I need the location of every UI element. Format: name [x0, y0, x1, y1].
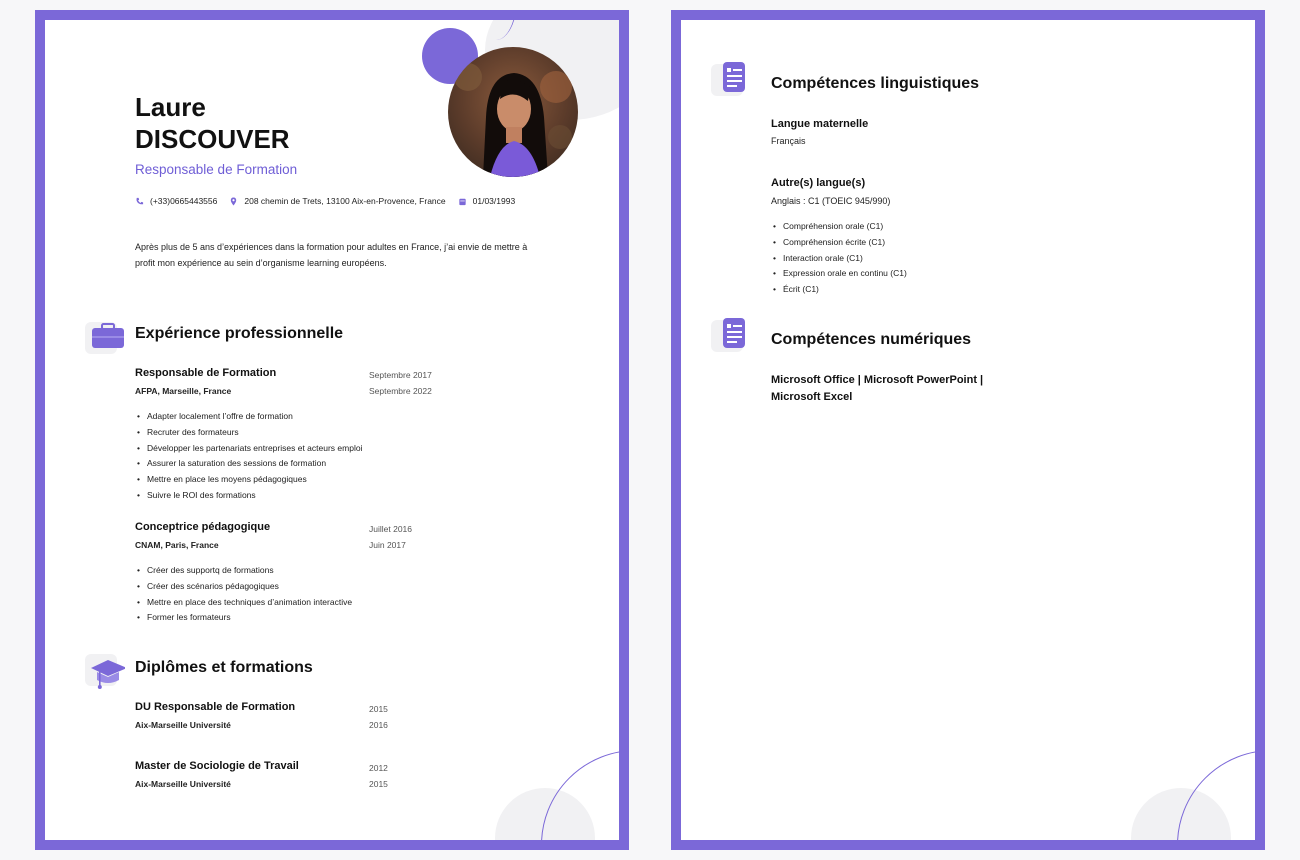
- job-start-date: Juillet 2016: [369, 524, 413, 534]
- candidate-name: [135, 91, 290, 155]
- list-item: • Écrit (C1): [773, 282, 907, 298]
- language-skills-list: [773, 219, 907, 298]
- degree-end-year: 2016: [369, 720, 388, 730]
- address-text: 208 chemin de Trets, 13100 Aix-en-Provence, France: [244, 196, 446, 206]
- job-organization: CNAM, Paris, France: [135, 540, 219, 550]
- profile-summary: Après plus de 5 ans d’expériences dans la formation pour adultes en France, j’ai envie de mettre à profit mon expérience au sein d’organisme learning européens.: [135, 242, 528, 268]
- degree-title: DU Responsable de Formation: [135, 701, 296, 713]
- degree-school: Aix-Marseille Université: [135, 779, 231, 789]
- degree-title: Master de Sociologie de Travail: [135, 760, 299, 772]
- birthdate-text: 01/03/1993: [472, 196, 516, 206]
- document-list-icon: [711, 316, 753, 358]
- list-item: • Développer les partenariats entreprises et acteurs emploi: [137, 441, 362, 457]
- phone-number: (+33)0665443556: [150, 196, 218, 206]
- degree-start-year: 2015: [369, 704, 388, 714]
- job-end-date: Juin 2017: [369, 540, 406, 550]
- job-end-date: Septembre 2022: [369, 386, 432, 396]
- list-item: • Mettre en place des techniques d’animation interactive: [137, 595, 352, 611]
- contact-phone: [135, 196, 217, 206]
- degree-school: Aix-Marseille Université: [135, 720, 231, 730]
- digital-skills-section-title: Compétences numériques: [771, 331, 972, 348]
- calendar-icon: [458, 197, 467, 206]
- job-tasks-list: [137, 409, 362, 504]
- list-item: • Recruter des formateurs: [137, 425, 362, 441]
- other-languages-value: Anglais : C1 (TOEIC 945/990): [771, 196, 891, 206]
- languages-section-title: Compétences linguistiques: [771, 75, 980, 92]
- decorative-arc: [1177, 750, 1265, 850]
- other-languages-label: Autre(s) langue(s): [771, 177, 866, 189]
- native-language-label: Langue maternelle: [771, 118, 869, 130]
- contact-birthdate: [458, 196, 516, 206]
- decorative-arc: [541, 750, 629, 850]
- digital-skills-text: Microsoft Office | Microsoft PowerPoint | Microsoft Excel: [771, 374, 984, 403]
- list-item: • Mettre en place les moyens pédagogiques: [137, 472, 362, 488]
- list-item: • Former les formateurs: [137, 610, 352, 626]
- degree-end-year: 2015: [369, 779, 388, 789]
- job-organization: AFPA, Marseille, France: [135, 386, 232, 396]
- graduation-cap-icon: [83, 650, 125, 692]
- list-item: • Compréhension écrite (C1): [773, 235, 907, 251]
- experience-section-title: Expérience professionnelle: [135, 325, 344, 342]
- list-item: • Créer des supportq de formations: [137, 563, 352, 579]
- job-title: Conceptrice pédagogique: [135, 521, 271, 533]
- briefcase-icon: [83, 316, 125, 358]
- list-item: • Assurer la saturation des sessions de formation: [137, 456, 362, 472]
- job-tasks-list: [137, 563, 352, 626]
- last-name: DISCOUVER: [135, 124, 290, 154]
- document-list-icon: [711, 60, 753, 102]
- job-role: Responsable de Formation: [135, 162, 298, 177]
- job-title: Responsable de Formation: [135, 367, 277, 379]
- contact-address: [229, 196, 445, 206]
- first-name: Laure: [135, 92, 206, 122]
- list-item: • Créer des scénarios pédagogiques: [137, 579, 352, 595]
- cv-page-1: [35, 10, 629, 850]
- cv-page-2: [671, 10, 1265, 850]
- job-start-date: Septembre 2017: [369, 370, 432, 380]
- profile-photo: [448, 47, 578, 177]
- education-section-title: Diplômes et formations: [135, 659, 313, 676]
- list-item: • Interaction orale (C1): [773, 251, 907, 267]
- native-language-value: Français: [771, 136, 806, 146]
- list-item: • Adapter localement l’offre de formation: [137, 409, 362, 425]
- location-pin-icon: [229, 197, 238, 206]
- list-item: • Compréhension orale (C1): [773, 219, 907, 235]
- contact-line: [135, 196, 527, 206]
- degree-start-year: 2012: [369, 763, 388, 773]
- phone-icon: [135, 197, 144, 206]
- list-item: • Expression orale en continu (C1): [773, 266, 907, 282]
- list-item: • Suivre le ROI des formations: [137, 488, 362, 504]
